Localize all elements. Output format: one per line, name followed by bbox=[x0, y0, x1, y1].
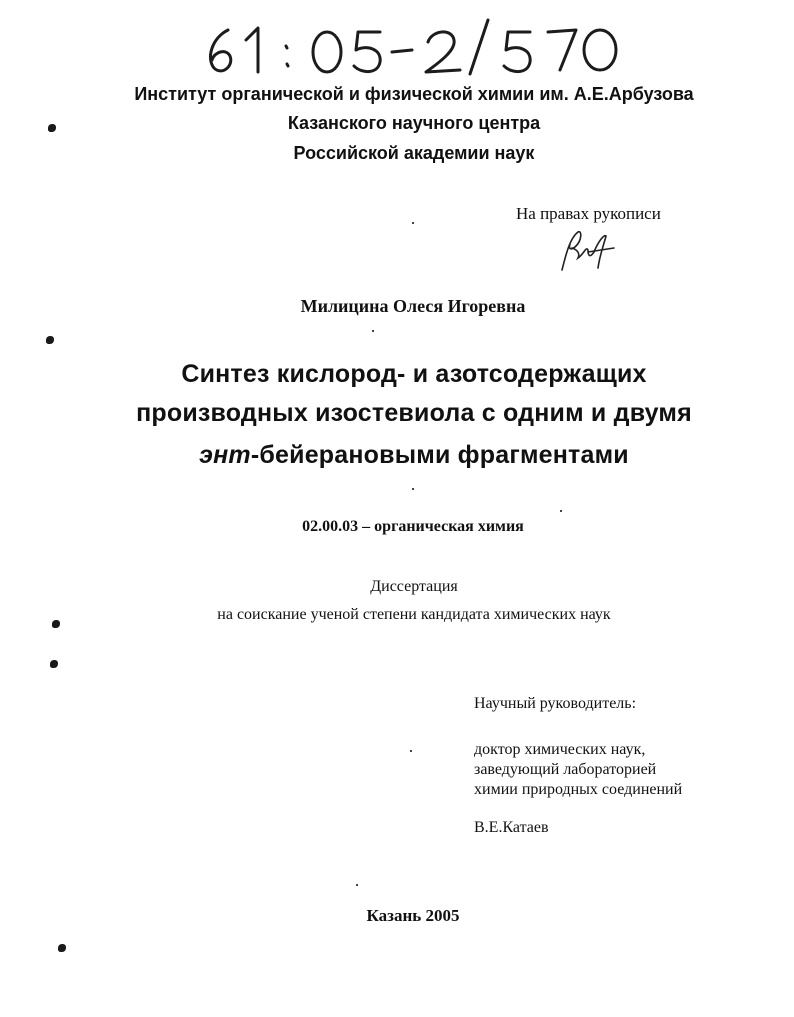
supervisor-name: В.Е.Катаев bbox=[474, 819, 549, 836]
title-line-2: производных изостевиола с одним и двумя bbox=[136, 399, 692, 427]
title-line-3-rest: -бейерановыми фрагментами bbox=[250, 441, 629, 469]
scan-mark bbox=[46, 336, 54, 344]
scan-mark bbox=[50, 660, 58, 668]
scan-mark bbox=[58, 944, 66, 952]
title-ent-prefix: энт bbox=[199, 441, 251, 469]
supervisor-position: заведующий лабораторией bbox=[474, 761, 657, 778]
supervisor-degree: доктор химических наук, bbox=[474, 741, 646, 758]
institute-center: Казанского научного центра bbox=[287, 113, 541, 133]
supervisor-heading: Научный руководитель: bbox=[474, 695, 637, 712]
scan-mark bbox=[52, 620, 60, 628]
specialty-code: 02.00.03 – органическая химия bbox=[302, 518, 524, 535]
title-line-1: Синтез кислород- и азотсодержащих bbox=[181, 360, 647, 388]
handwritten-signature bbox=[548, 224, 618, 274]
supervisor-lab: химии природных соединений bbox=[474, 781, 683, 798]
scan-speck bbox=[372, 330, 374, 332]
scan-speck bbox=[560, 510, 562, 512]
scan-speck bbox=[356, 884, 358, 886]
dissertation-label: Диссертация bbox=[370, 578, 458, 595]
scan-speck bbox=[412, 488, 414, 490]
author-name: Милицина Олеся Игоревна bbox=[300, 296, 526, 316]
scan-mark bbox=[48, 124, 56, 132]
dissertation-purpose: на соискание ученой степени кандидата химических наук bbox=[217, 606, 611, 623]
institute-academy: Российской академии наук bbox=[293, 143, 535, 163]
scan-speck bbox=[412, 222, 414, 224]
place-year: Казань 2005 bbox=[366, 906, 460, 925]
scan-speck bbox=[410, 750, 412, 752]
institute-name: Институт органической и физической химии им. А.Е.Арбузова bbox=[134, 84, 694, 104]
title-line-3 bbox=[0, 441, 794, 470]
handwritten-catalog-number bbox=[0, 8, 794, 78]
rights-notice: На правах рукописи bbox=[516, 204, 661, 223]
